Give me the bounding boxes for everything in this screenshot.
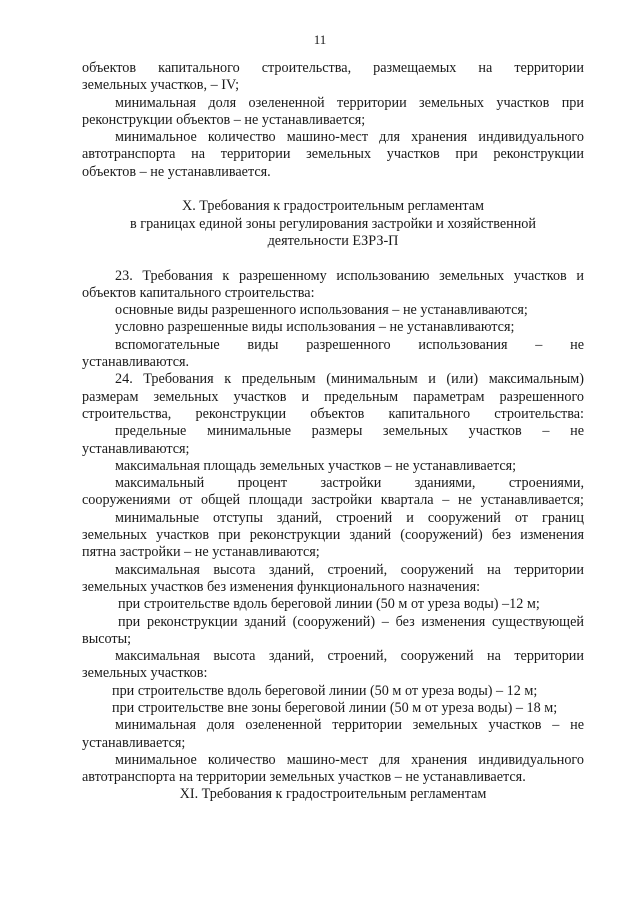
text-line: 23. Требования к разрешенному использованию земельных участков и — [115, 267, 584, 284]
text-line: 24. Требования к предельным (минимальным и (или) максимальным) — [115, 371, 584, 388]
text-line: при строительстве вдоль береговой линии (50 м от уреза воды) – 12 м; — [112, 682, 538, 699]
text-line: вспомогательные виды разрешенного использования – не — [115, 336, 584, 353]
text-line: строительства, реконструкции объектов капитального строительства: — [82, 405, 584, 422]
text-line: максимальная площадь земельных участков – не устанавливается; — [115, 457, 517, 474]
text-line: основные виды разрешенного использования – не устанавливаются; — [115, 302, 528, 319]
section-heading-line: X. Требования к градостроительным регламентам — [181, 198, 485, 215]
text-line: размерам земельных участков и предельным параметрам разрешенного — [82, 388, 584, 405]
text-line: высоты; — [82, 630, 132, 647]
text-line: земельных участков, – IV; — [82, 77, 240, 94]
text-line: устанавливаются. — [82, 354, 190, 371]
text-line: сооружениями от общей площади застройки квартала – не устанавливается; — [82, 492, 584, 509]
text-line: объектов – не устанавливается. — [82, 163, 271, 180]
blank-line — [82, 250, 584, 267]
section-heading-line: в границах единой зоны регулирования застройки и хозяйственной — [130, 215, 536, 232]
text-line: предельные минимальные размеры земельных участков – не — [115, 423, 584, 440]
text-line: минимальная доля озелененной территории земельных участков – не — [115, 717, 584, 734]
text-line: при реконструкции зданий (сооружений) – без изменения существующей — [118, 613, 584, 630]
text-line: пятна застройки – не устанавливаются; — [82, 544, 320, 561]
text-line: минимальные отступы зданий, строений и сооружений от границ — [115, 509, 584, 526]
text-line: максимальная высота зданий, строений, сооружений на территории — [115, 648, 584, 665]
document-body — [82, 60, 584, 804]
text-line: земельных участков при реконструкции зданий (сооружений) без изменения — [82, 527, 584, 544]
text-line: земельных участков: — [82, 665, 208, 682]
text-line: устанавливается; — [82, 734, 186, 751]
text-line: при строительстве вне зоны береговой линии (50 м от уреза воды) – 18 м; — [112, 699, 558, 716]
text-line: при строительстве вдоль береговой линии (50 м от уреза воды) –12 м; — [118, 596, 540, 613]
text-line: автотранспорта на территории земельных участков – не устанавливается. — [82, 769, 526, 786]
text-line: объектов капитального строительства, размещаемых на территории — [82, 60, 584, 76]
text-line: объектов капитального строительства: — [82, 284, 315, 301]
text-line: минимальное количество машино-мест для хранения индивидуального — [115, 751, 584, 768]
section-heading-line: деятельности ЕЗРЗ-П — [267, 232, 399, 249]
text-line: минимальная доля озелененной территории земельных участков при — [115, 94, 584, 111]
text-line: максимальный процент застройки зданиями, строениями, — [115, 475, 584, 492]
text-line: автотранспорта на территории земельных участков при реконструкции — [82, 146, 584, 163]
text-line: устанавливаются; — [82, 440, 190, 457]
text-line: земельных участков без изменения функционального назначения: — [82, 578, 481, 595]
page-number: 11 — [313, 32, 327, 47]
text-line: минимальное количество машино-мест для хранения индивидуального — [115, 129, 584, 146]
text-line: реконструкции объектов – не устанавливается; — [82, 111, 366, 128]
section-heading-line: XI. Требования к градостроительным регламентам — [179, 786, 487, 803]
text-line: условно разрешенные виды использования – не устанавливаются; — [115, 319, 515, 336]
blank-line — [82, 181, 584, 198]
text-line: максимальная высота зданий, строений, сооружений на территории — [115, 561, 584, 578]
